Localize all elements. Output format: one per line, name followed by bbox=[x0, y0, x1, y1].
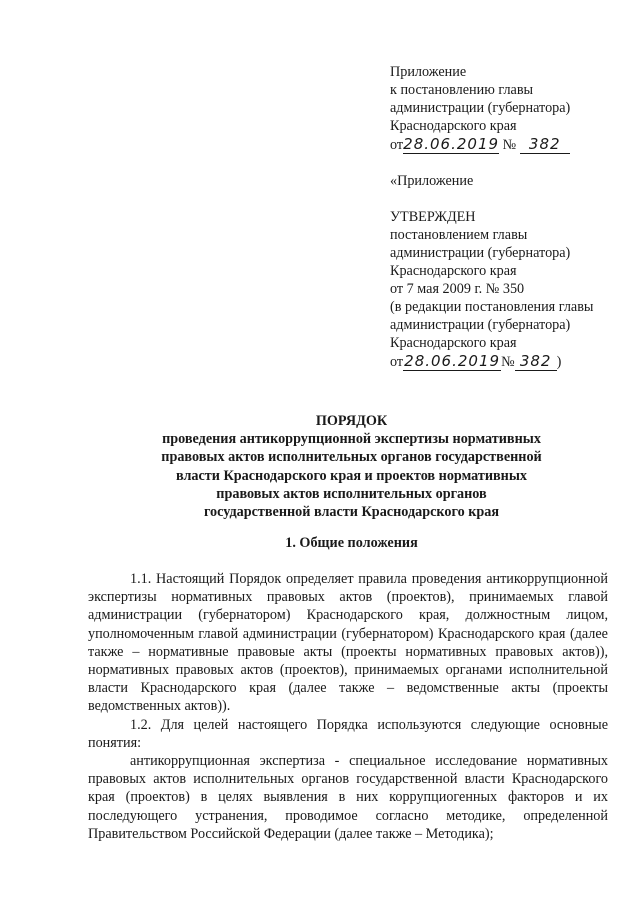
title-line-3: правовых актов исполнительных органов государственной bbox=[161, 449, 542, 466]
approval-line-3: Краснодарского края bbox=[390, 263, 517, 279]
header-number-handwritten: 382 bbox=[520, 135, 570, 154]
header-date-handwritten: 28.06.2019 bbox=[403, 135, 500, 153]
approval-line-4: от 7 мая 2009 г. № 350 bbox=[390, 281, 525, 297]
header-from-prefix: от bbox=[390, 137, 404, 153]
header-number-sign: № bbox=[502, 137, 517, 153]
approval-appendix: «Приложение bbox=[390, 173, 474, 189]
header-line-2: к постановлению главы bbox=[390, 82, 534, 98]
approval-from-prefix: от bbox=[390, 354, 404, 370]
approval-number-handwritten: 382 bbox=[515, 352, 557, 371]
approval-date-line bbox=[390, 352, 620, 371]
approval-line-6: администрации (губернатора) bbox=[390, 317, 571, 333]
approval-line-2: администрации (губернатора) bbox=[390, 245, 571, 261]
approval-block bbox=[390, 172, 620, 371]
title-line-1: ПОРЯДОК bbox=[315, 413, 388, 429]
approval-number-sign: № bbox=[501, 354, 515, 370]
section-heading: 1. Общие положения bbox=[285, 535, 418, 551]
approval-approved: УТВЕРЖДЕН bbox=[390, 209, 476, 225]
document-body bbox=[88, 570, 608, 843]
approval-closing: ) bbox=[556, 354, 562, 370]
paragraph-definition: антикоррупционная экспертиза - специальное исследование нормативных правовых актов исполнительных органов государственной власти Краснодарского края (проектов) в целях выявления в них коррупциогенных факторов и их последующего устранения, проводимое согласно методике, определенной Правительством Российской Федерации (далее также – Методика); bbox=[88, 753, 608, 842]
header-date-line bbox=[390, 135, 620, 154]
paragraph-1-1: 1.1. Настоящий Порядок определяет правила проведения антикоррупционной экспертизы нормативных правовых актов (проектов), принимаемых главой администрации (губернатором) Краснодарского края, должностным лицом, уполномоченным главой администрации (губернатором) Краснодарского края (далее также – нормативные правовые акты (проекты нормативных правовых актов)), нормативных правовых актов (проектов), принимаемых органами исполнительной власти Краснодарского края (далее также – ведомственные акты (проекты ведомственных актов)). bbox=[88, 571, 608, 715]
title-line-2: проведения антикоррупционной экспертизы нормативных bbox=[162, 431, 541, 448]
header-appendix-block bbox=[390, 63, 620, 154]
approval-line-1: постановлением главы bbox=[390, 227, 528, 243]
header-line-1: Приложение bbox=[390, 64, 467, 80]
header-line-4: Краснодарского края bbox=[390, 118, 517, 134]
approval-line-5: (в редакции постановления главы bbox=[390, 299, 594, 315]
approval-line-7: Краснодарского края bbox=[390, 335, 517, 351]
header-line-3: администрации (губернатора) bbox=[390, 100, 571, 116]
paragraph-1-2: 1.2. Для целей настоящего Порядка используются следующие основные понятия: bbox=[88, 716, 608, 751]
title-line-6: государственной власти Краснодарского края bbox=[203, 504, 500, 521]
document-title bbox=[60, 412, 640, 521]
title-line-4: власти Краснодарского края и проектов нормативных bbox=[175, 467, 528, 484]
title-line-5: правовых актов исполнительных органов bbox=[216, 485, 487, 502]
approval-date-handwritten: 28.06.2019 bbox=[404, 352, 501, 370]
